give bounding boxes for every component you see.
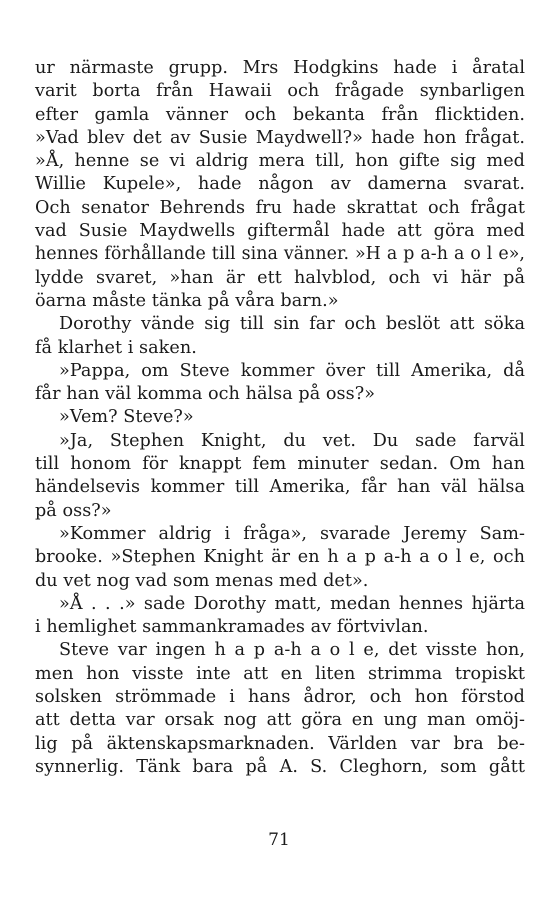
text-line: på oss?» xyxy=(35,500,112,521)
text-line: du vet nog vad som menas med det». xyxy=(35,570,369,591)
text-line: men hon visste inte att en liten strimma tropiskt xyxy=(35,663,525,684)
text-line: »Vad blev det av Susie Maydwell?» hade hon frågat. xyxy=(35,127,525,148)
text-line: Och senator Behrends fru hade skrattat och frågat xyxy=(35,197,525,218)
text-line: solsken strömmade i hans ådror, och hon förstod xyxy=(35,687,525,708)
text-line: vad Susie Maydwells giftermål hade att göra med xyxy=(35,221,525,242)
page-number: 71 xyxy=(268,830,290,850)
text-line: »Vem? Steve?» xyxy=(59,407,194,428)
text-line: »Pappa, om Steve kommer över till Amerika, då xyxy=(59,360,525,381)
text-line: varit borta från Hawaii och frågade synbarligen xyxy=(35,81,525,102)
text-line: brooke. »Stephen Knight är en h a p a-h a o l e, och xyxy=(35,547,525,568)
text-line: Willie Kupele», hade någon av damerna svarat. xyxy=(35,174,525,195)
text-line: Dorothy vände sig till sin far och beslöt att söka xyxy=(59,314,525,335)
text-line: lydde svaret, »han är ett halvblod, och vi här på xyxy=(35,267,525,288)
text-line: Steve var ingen h a p a-h a o l e, det visste hon, xyxy=(59,640,525,661)
text-line: »Å, henne se vi aldrig mera till, hon gifte sig med xyxy=(35,151,525,172)
text-line: »Kommer aldrig i fråga», svarade Jeremy Sam- xyxy=(59,523,525,544)
text-line: får han väl komma och hälsa på oss?» xyxy=(35,384,376,405)
text-line: att detta var orsak nog att göra en ung man omöj- xyxy=(35,710,525,731)
text-line: hennes förhållande till sina vänner. »H a p a-h a o l e», xyxy=(35,244,525,265)
text-line: »Å . . .» sade Dorothy matt, medan hennes hjärta xyxy=(59,593,525,614)
text-line: händelsevis kommer till Amerika, får han väl hälsa xyxy=(35,477,525,498)
text-line: i hemlighet sammankramades av förtvivlan. xyxy=(35,617,429,638)
text-line: efter gamla vänner och bekanta från flicktiden. xyxy=(35,104,525,125)
text-line: till honom för knappt fem minuter sedan. Om han xyxy=(35,454,525,475)
text-line: öarna måste tänka på våra barn.» xyxy=(35,290,339,311)
text-line: »Ja, Stephen Knight, du vet. Du sade farväl xyxy=(59,430,525,451)
text-line: få klarhet i saken. xyxy=(35,337,197,358)
book-page-text xyxy=(35,57,525,779)
text-line: synnerlig. Tänk bara på A. S. Cleghorn, som gått xyxy=(35,756,525,777)
text-line: ur närmaste grupp. Mrs Hodgkins hade i åratal xyxy=(35,58,525,78)
text-line: lig på äktenskapsmarknaden. Världen var bra be- xyxy=(35,733,525,754)
